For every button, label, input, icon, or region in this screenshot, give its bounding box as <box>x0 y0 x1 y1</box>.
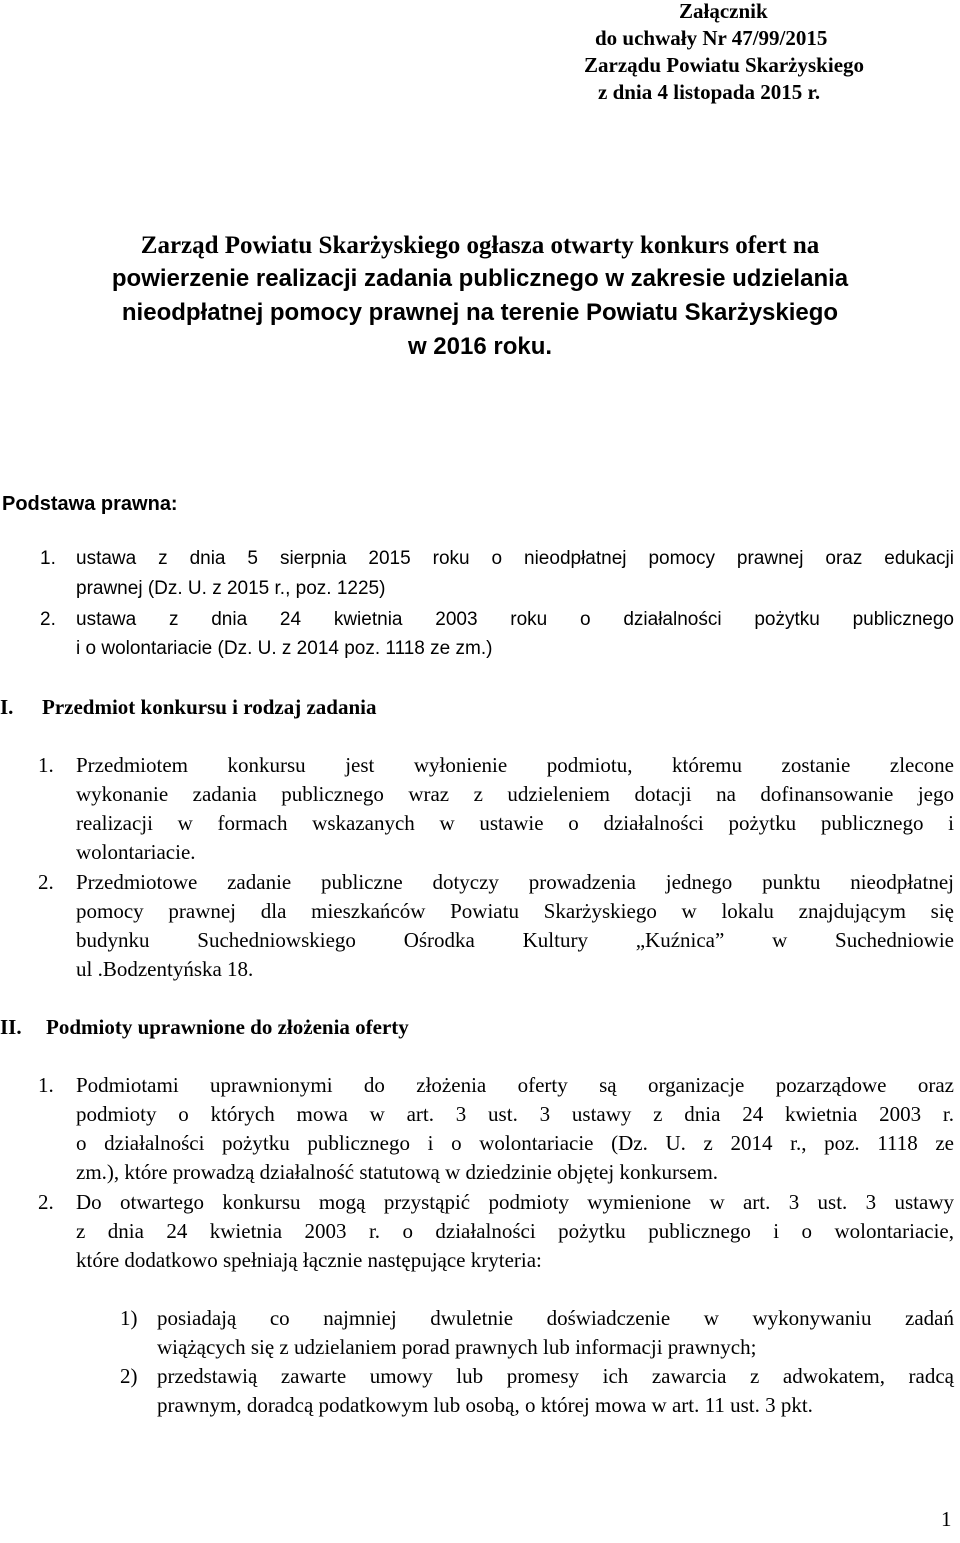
section-2-item-1-line-1: Podmiotami uprawnionymi do złożenia oferty są organizacje pozarządowe oraz <box>76 1073 954 1097</box>
legal-basis-item-2-number: 2. <box>40 609 56 630</box>
title-line-1: Zarząd Powiatu Skarżyskiego ogłasza otwarty konkurs ofert na <box>140 232 820 259</box>
section-1-heading: Przedmiot konkursu i rodzaj zadania <box>42 695 377 719</box>
criterion-1-line-2: wiążących się z udzielaniem porad prawnych lub informacji prawnych; <box>157 1335 757 1359</box>
section-1-item-2-line-4: ul .Bodzentyńska 18. <box>76 957 254 981</box>
legal-basis-item-1-line-2: prawnej (Dz. U. z 2015 r., poz. 1225) <box>76 578 386 599</box>
section-1-item-1-line-3: realizacji w formach wskazanych w ustawie o działalności pożytku publicznego i <box>76 811 954 835</box>
section-1-item-1-number: 1. <box>38 753 54 777</box>
title-line-4: w 2016 roku. <box>407 333 553 360</box>
section-2-item-2-line-3: które dodatkowo spełniają łącznie następujące kryteria: <box>76 1248 542 1272</box>
page-number: 1 <box>941 1507 952 1531</box>
legal-basis-item-1-number: 1. <box>40 548 56 569</box>
section-2-heading: Podmioty uprawnione do złożenia oferty <box>46 1015 409 1039</box>
title-line-2: powierzenie realizacji zadania publicznego w zakresie udzielania <box>111 265 849 292</box>
header-line-1: Załącznik <box>679 0 768 23</box>
section-1-item-2-line-3: budynku Suchedniowskiego Ośrodka Kultury „Kuźnica” w Suchedniowie <box>76 928 954 952</box>
section-2-item-1-number: 1. <box>38 1073 54 1097</box>
criterion-1-number: 1) <box>120 1306 138 1330</box>
section-2-item-2-number: 2. <box>38 1190 54 1214</box>
legal-basis-item-2-line-2: i o wolontariacie (Dz. U. z 2014 poz. 1118 ze zm.) <box>76 638 493 659</box>
section-2-item-2-line-1: Do otwartego konkursu mogą przystąpić podmioty wymienione w art. 3 ust. 3 ustawy <box>76 1190 954 1214</box>
section-2-item-1-line-3: o działalności pożytku publicznego i o wolontariacie (Dz. U. z 2014 r., poz. 1118 ze <box>76 1131 954 1155</box>
header-line-4: z dnia 4 listopada 2015 r. <box>598 80 821 104</box>
criterion-2-line-2: prawnym, doradcą podatkowym lub osobą, o której mowa w art. 11 ust. 3 pkt. <box>157 1393 813 1417</box>
section-1-item-1-line-1: Przedmiotem konkursu jest wyłonienie podmiotu, któremu zostanie zlecone <box>76 753 954 777</box>
criterion-2-number: 2) <box>120 1364 138 1388</box>
section-1-item-2-number: 2. <box>38 870 54 894</box>
section-1-item-2-line-2: pomocy prawnej dla mieszkańców Powiatu Skarżyskiego w lokalu znajdującym się <box>76 899 954 923</box>
criterion-1-line-1: posiadają co najmniej dwuletnie doświadczenie w wykonywaniu zadań <box>157 1306 954 1330</box>
section-2-item-2-line-2: z dnia 24 kwietnia 2003 r. o działalności pożytku publicznego i o wolontariacie, <box>76 1219 954 1243</box>
header-line-2: do uchwały Nr 47/99/2015 <box>595 26 828 50</box>
section-2-item-1-line-4: zm.), które prowadzą działalność statutową w dziedzinie objętej konkursem. <box>76 1160 719 1184</box>
title-line-3: nieodpłatnej pomocy prawnej na terenie Powiatu Skarżyskiego <box>121 299 839 326</box>
section-1-item-1-line-4: wolontariacie. <box>76 840 196 864</box>
legal-basis-item-1-line-1: ustawa z dnia 5 sierpnia 2015 roku o nieodpłatnej pomocy prawnej oraz edukacji <box>76 548 954 569</box>
section-2-number: II. <box>0 1015 22 1039</box>
section-1-item-1-line-2: wykonanie zadania publicznego wraz z udzieleniem dotacji na dofinansowanie jego <box>76 782 954 806</box>
criterion-2-line-1: przedstawią zawarte umowy lub promesy ich zawarcia z adwokatem, radcą <box>157 1364 954 1388</box>
section-1-number: I. <box>0 695 14 719</box>
header-line-3: Zarządu Powiatu Skarżyskiego <box>584 53 865 77</box>
legal-basis-heading: Podstawa prawna: <box>2 493 178 515</box>
legal-basis-item-2-line-1: ustawa z dnia 24 kwietnia 2003 roku o działalności pożytku publicznego <box>76 609 954 630</box>
section-1-item-2-line-1: Przedmiotowe zadanie publiczne dotyczy prowadzenia jednego punktu nieodpłatnej <box>76 870 954 894</box>
section-2-item-1-line-2: podmioty o których mowa w art. 3 ust. 3 ustawy z dnia 24 kwietnia 2003 r. <box>76 1102 954 1126</box>
